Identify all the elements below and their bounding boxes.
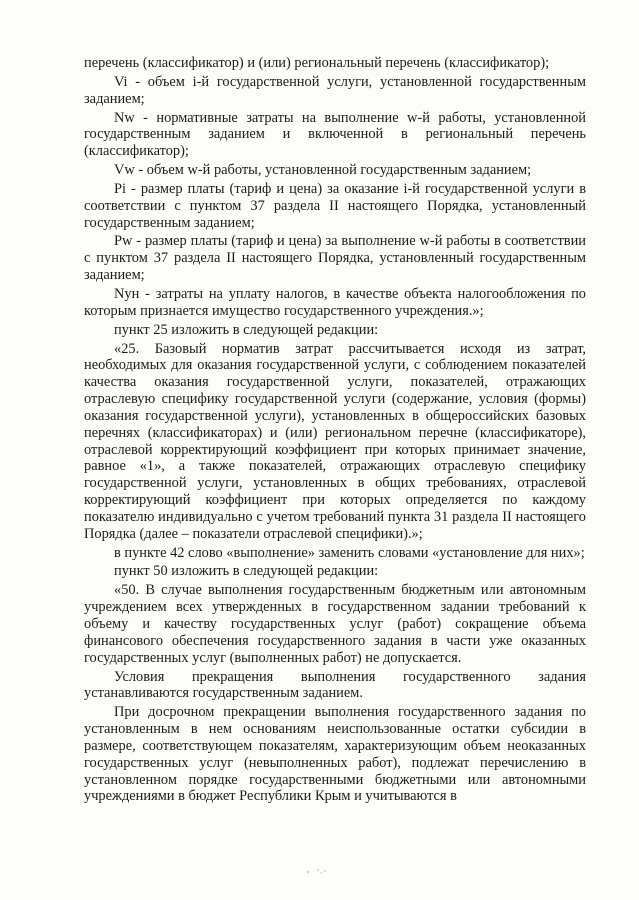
paragraph-pi-definition: Pi - размер платы (тариф и цена) за оказание i-й государственной услуги в соответствии с пунктом 37 раздела II настоящего Порядка, установленный государственным заданием; — [84, 180, 586, 231]
paragraph-item-42-instruction: в пункте 42 слово «выполнение» заменить словами «установление для них»; — [114, 544, 585, 561]
paragraph-item-25-text: «25. Базовый норматив затрат рассчитывается исходя из затрат, необходимых для оказания государственной услуги, с соблюдением показателей качества оказания государственной услуги, показателей, отражающих отраслевую специфику государственной услуги (содержание, условия (формы) оказания государственной услуги), установленных в общероссийских базовых перечнях (классификаторах) и (или) региональном перечне (классификаторе), отраслевой корректирующий коэффициент при которых принимает значение, равное «1», а также показателей, отражающих отраслевую специфику государственной услуги, установленных в общих требованиях, отраслевой корректирующий коэффициент при которых определяется по каждому показателю индивидуально с учетом требований пункта 31 раздела II настоящего Порядка (далее – показатели отраслевой специфики).»; — [84, 340, 586, 542]
paragraph-vi-definition: Vi - объем i-й государственной услуги, установленной государственным заданием; — [84, 73, 586, 107]
paragraph-vw-definition: Vw - объем w-й работы, установленной государственным заданием; — [114, 162, 532, 179]
document-body — [84, 55, 586, 807]
paragraph-pw-definition: Pw - размер платы (тариф и цена) за выполнение w-й работы в соответствии с пунктом 37 раздела II настоящего Порядка, установленный государственным заданием; — [84, 233, 586, 284]
paragraph-early-termination: При досрочном прекращении выполнения государственного задания по установленным в нем основаниям неиспользованные остатки субсидии в размере, соответствующем показателям, характеризующим объем неоказанных государственных услуг (невыполненных работ), подлежат перечислению в установленном порядке государственными бюджетными или автономными учреждениями в бюджет Республики Крым и учитываются в — [84, 704, 586, 805]
paragraph-termination-conditions: Условия прекращения выполнения государственного задания устанавливаются государственным заданием. — [84, 668, 586, 702]
paragraph-nun-definition: Nун - затраты на уплату налогов, в качестве объекта налогообложения по которым признается имущество государственного учреждения.»; — [84, 285, 586, 319]
paragraph-nw-definition: Nw - нормативные затраты на выполнение w-й работы, установленной государственным заданием и включенной в региональный перечень (классификатор); — [84, 109, 586, 160]
scan-speck-mark — [298, 866, 338, 876]
paragraph-item-50-instruction: пункт 50 изложить в следующей редакции: — [114, 563, 379, 580]
paragraph-list-continuation: перечень (классификатор) и (или) региональный перечень (классификатор); — [84, 55, 550, 71]
paragraph-item-25-instruction: пункт 25 изложить в следующей редакции: — [114, 321, 379, 338]
paragraph-item-50-text: «50. В случае выполнения государственным бюджетным или автономным учреждением всех утвержденных в государственном задании требований к объему и качеству государственных услуг (работ) сокращение объема финансового обеспечения государственного задания в части уже оказанных государственных услуг (выполненных работ) не допускается. — [84, 582, 586, 666]
